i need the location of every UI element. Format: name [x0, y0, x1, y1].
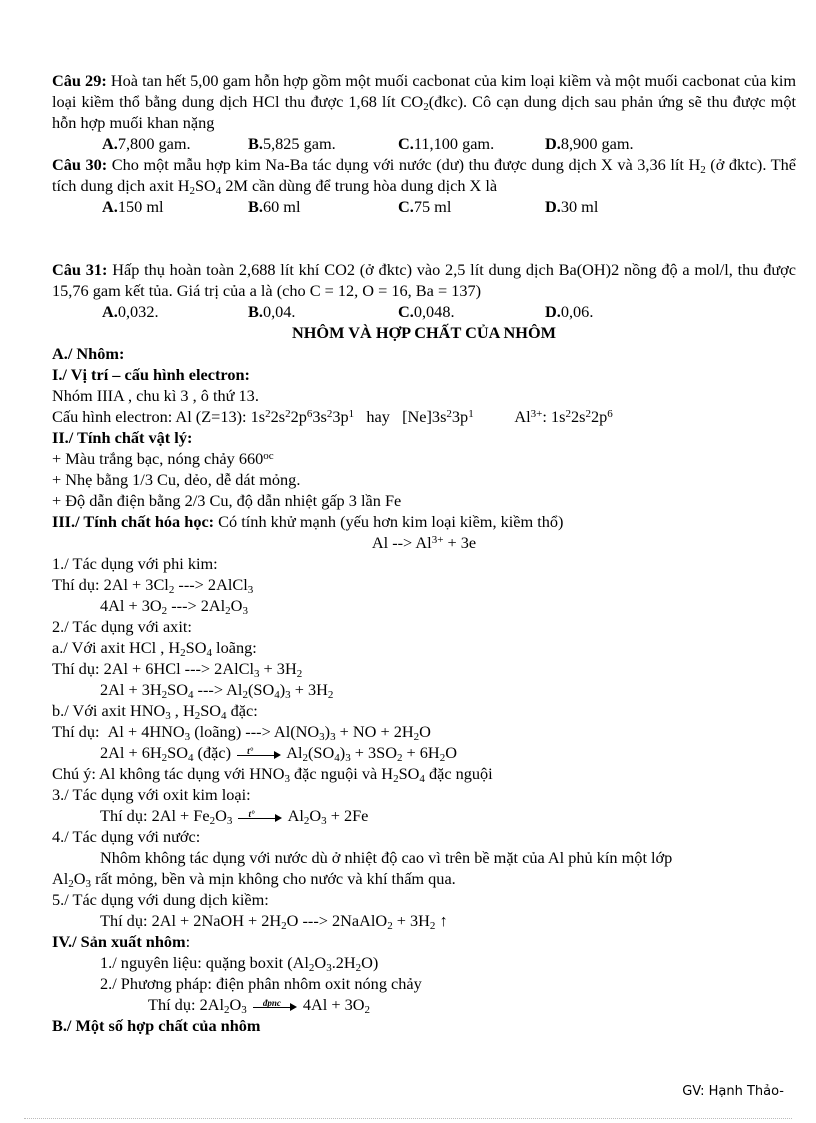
- subsection-metal-oxide: 3./ Tác dụng với oxit kim loại:: [52, 785, 251, 804]
- part-a-heading: A./ Nhôm:: [52, 344, 125, 363]
- option-c: C.11,100 gam.: [398, 134, 495, 153]
- electron-config-line: Cấu hình electron: Al (Z=13): $1s^22s^22p^63s^23p^1$ hay $[Ne]3s^23p^1$ $Al^{3+}$: $1s^22s^22p^6$: [52, 407, 613, 426]
- question-label: Câu 29:: [52, 71, 107, 90]
- physical-property-1: + Màu trắng bạc, nóng chảy $660^{oc}$: [52, 449, 274, 468]
- production-material: 1./ nguyên liệu: quặng boxit $(Al_2O_3.2H_2O)$: [100, 953, 379, 974]
- equation-cl2: Thí dụ: $2Al + 3Cl_2$ ---> 2AlCl$_3$: [52, 575, 254, 596]
- option-a: A.150 ml: [102, 197, 164, 216]
- equation-hcl: Thí dụ: 2Al + 6HCl ---> 2AlCl$_3$ + $3H_2$: [52, 659, 303, 680]
- physical-property-2: + Nhẹ bằng 1/3 Cu, dẻo, dễ dát mỏng.: [52, 470, 301, 489]
- equation-o2: $4Al + 3O_2$ ---> $2Al_2O_3$: [100, 596, 248, 617]
- heat-arrow-icon: t°: [238, 811, 282, 823]
- heading-production: IV./ Sản xuất nhôm:: [52, 932, 191, 951]
- production-method: 2./ Phương pháp: điện phân nhôm oxit nóng chảy: [100, 974, 422, 993]
- option-d: D.0,06.: [545, 302, 594, 321]
- oxidation-equation: Al --> $Al^{3+} + 3e$: [371, 533, 477, 552]
- water-explanation-1: Nhôm không tác dụng với nước dù ở nhiệt độ cao vì trên bề mặt của Al phủ kín một lớp: [100, 848, 673, 867]
- question-31-options: [52, 301, 796, 322]
- part-b-heading: B./ Một số hợp chất của nhôm: [52, 1016, 261, 1035]
- question-29-options: [52, 133, 796, 154]
- question-30-options: [52, 196, 796, 217]
- question-31: Câu 31: Hấp thụ hoàn toàn 2,688 lít khí CO2 (ở đktc) vào 2,5 lít dung dịch Ba(OH)2 nồng độ a mol/l, thu được 15,76 gam kết tủa. Giá trị của a là (cho C = 12, O = 16, Ba = 137): [52, 260, 796, 300]
- option-a: A.0,032.: [102, 302, 159, 321]
- equation-naoh: Thí dụ: 2Al + 2NaOH + $2H_2O$ ---> 2NaAlO$_2$ + $3H_2$ ↑: [100, 911, 448, 932]
- water-explanation-2: $Al_2O_3$ rất mỏng, bền và mịn không cho nước và khí thấm qua.: [52, 869, 456, 890]
- option-c: C.0,048.: [398, 302, 455, 321]
- equation-h2so4-conc: $2Al + 6H_2SO_4$ (đặc) t° $Al_2(SO_4)_3 + 3SO_2 + 6H_2O$: [100, 743, 457, 764]
- heading-chemical-properties: III./ Tính chất hóa học: Có tính khử mạnh (yếu hơn kim loại kiềm, kiềm thổ): [52, 512, 564, 531]
- electrolysis-arrow-icon: đpnc: [253, 1000, 297, 1012]
- subsection-water: 4./ Tác dụng với nước:: [52, 827, 201, 846]
- group-period-text: Nhóm IIIA , chu kì 3 , ô thứ 13.: [52, 386, 259, 405]
- question-29: Câu 29: Hoà tan hết 5,00 gam hỗn hợp gồm một muối cacbonat của kim loại kiềm và một muối cacbonat của kim loại kiềm thổ bằng dung dịch HCl thu được 1,68 lít $CO_2(đkc)$. Cô cạn dung dịch sau phản ứng sẽ thu được một hỗn hợp muối khan nặng: [52, 71, 797, 132]
- document-page: [52, 70, 796, 1036]
- heading-physical-properties: II./ Tính chất vật lý:: [52, 428, 193, 447]
- footer-divider: [24, 1118, 792, 1119]
- question-30: Câu 30: Cho một mẫu hợp kim Na-Ba tác dụng với nước (dư) thu được dung dịch X và 3,36 lít $H_2$ (ở đktc). Thể tích dung dịch axit $H_2SO_4$ 2M cần dùng để trung hòa dung dịch X là: [52, 155, 796, 197]
- equation-electrolysis: Thí dụ: $2Al_2O_3$ đpnc $4Al + 3O_2$: [148, 995, 371, 1016]
- equation-h2so4-dilute: $2Al + 3H_2SO_4$ ---> $Al_2(SO_4)_3 + 3H_2$: [100, 680, 334, 701]
- question-label: Câu 31:: [52, 260, 108, 279]
- option-a: A.7,800 gam.: [102, 134, 191, 153]
- option-b: B.5,825 gam.: [248, 134, 336, 153]
- note-passivation: Chú ý: Al không tác dụng với $HNO_3$ đặc nguội và $H_2SO_4$ đặc nguội: [52, 764, 493, 785]
- question-label: Câu 30:: [52, 155, 108, 174]
- heat-arrow-icon: t°: [237, 748, 281, 760]
- equation-hno3: Thí dụ: $Al + 4HNO_3$ (loãng) ---> $Al(NO_3)_3$ + NO + $2H_2O$: [52, 722, 431, 743]
- equation-thermite: Thí dụ: $2Al + Fe_2O_3$ t° $Al_2O_3 + 2Fe$: [100, 806, 369, 827]
- section-title: NHÔM VÀ HỢP CHẤT CỦA NHÔM: [292, 323, 556, 342]
- option-b: B.0,04.: [248, 302, 296, 321]
- subsection-concentrated-acid: b./ Với axit $HNO_3$ , $H_2SO_4$ đặc:: [52, 701, 258, 722]
- physical-property-3: + Độ dẫn điện bằng 2/3 Cu, độ dẫn nhiệt gấp 3 lần Fe: [52, 491, 402, 510]
- footer-author: GV: Hạnh Thảo-: [682, 1084, 784, 1099]
- option-d: D.30 ml: [545, 197, 599, 216]
- subsection-acid: 2./ Tác dụng với axit:: [52, 617, 192, 636]
- subsection-dilute-acid: a./ Với axit HCl , $H_2SO_4$ loãng:: [52, 638, 257, 659]
- option-d: D.8,900 gam.: [545, 134, 634, 153]
- subsection-nonmetal: 1./ Tác dụng với phi kim:: [52, 554, 218, 573]
- option-c: C.75 ml: [398, 197, 452, 216]
- subsection-alkali: 5./ Tác dụng với dung dịch kiềm:: [52, 890, 269, 909]
- heading-position-config: I./ Vị trí – cấu hình electron:: [52, 365, 250, 384]
- option-b: B.60 ml: [248, 197, 301, 216]
